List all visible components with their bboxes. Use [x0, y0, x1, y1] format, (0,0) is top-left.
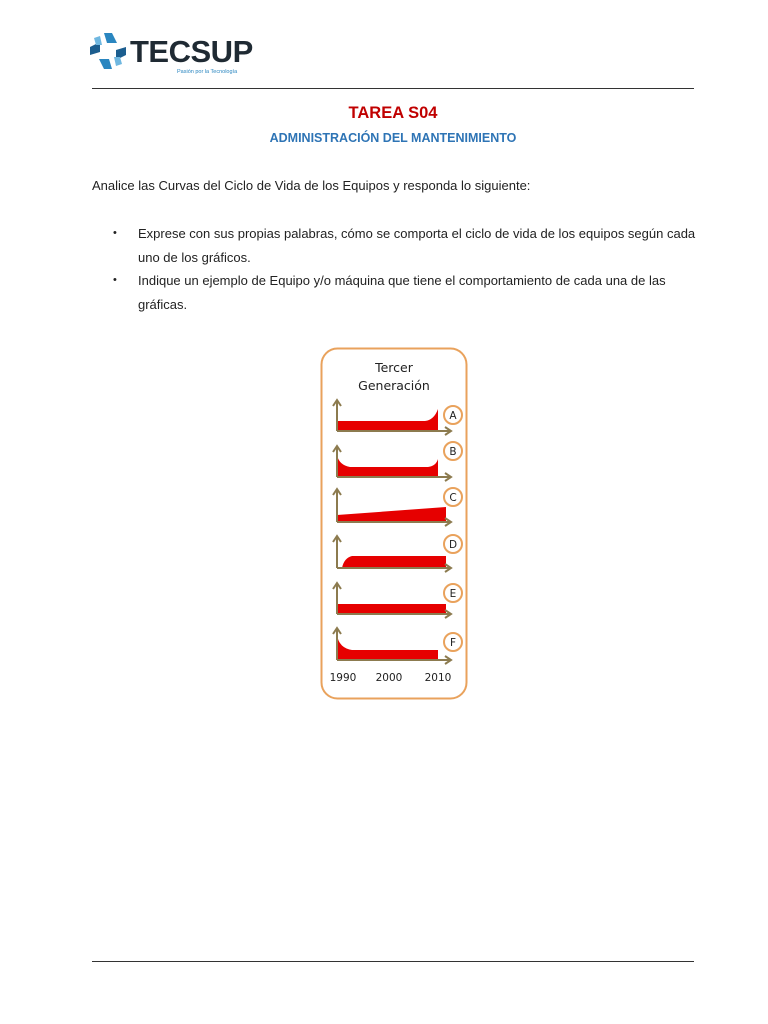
life-cycle-figure	[320, 347, 470, 707]
curve-label-c: C	[449, 492, 457, 504]
header-divider	[92, 88, 694, 89]
curve-label-d: D	[448, 539, 458, 551]
intro-paragraph: Analice las Curvas del Ciclo de Vida de los Equipos y responda lo siguiente:	[92, 178, 531, 193]
logo-tagline: Pasión por la Tecnología	[177, 69, 238, 75]
life-cycle-curves	[320, 347, 470, 702]
x-tick-label: 1990	[329, 672, 357, 684]
figure-title-line2: Generación	[358, 378, 430, 393]
x-tick-label: 2000	[375, 672, 403, 684]
bullet-icon: •	[113, 274, 117, 286]
figure-title-line1: Tercer	[375, 360, 413, 375]
list-item	[108, 222, 698, 269]
curve-label-a: A	[449, 410, 457, 422]
list-item-text: Indique un ejemplo de Equipo y/o máquina que tiene el comportamiento de cada una de las gráficas.	[138, 273, 666, 312]
question-list	[108, 222, 698, 316]
tecsup-logo-icon	[88, 30, 128, 72]
bullet-icon: •	[113, 227, 117, 239]
list-item-text: Exprese con sus propias palabras, cómo se comporta el ciclo de vida de los equipos según cada uno de los gráficos.	[138, 226, 696, 265]
curve-d-fill	[342, 556, 446, 568]
curve-e-fill	[337, 604, 446, 614]
list-item	[108, 269, 698, 316]
curve-label-e: E	[449, 588, 457, 600]
tecsup-logo	[88, 30, 268, 82]
page-subtitle: ADMINISTRACIÓN DEL MANTENIMIENTO	[269, 131, 517, 145]
curve-label-b: B	[449, 446, 457, 458]
page-title: TAREA S04	[348, 104, 438, 122]
footer-divider	[92, 961, 694, 962]
logo-wordmark: TECSUP	[130, 34, 253, 69]
curve-label-f: F	[449, 637, 457, 649]
x-tick-label: 2010	[424, 672, 452, 684]
